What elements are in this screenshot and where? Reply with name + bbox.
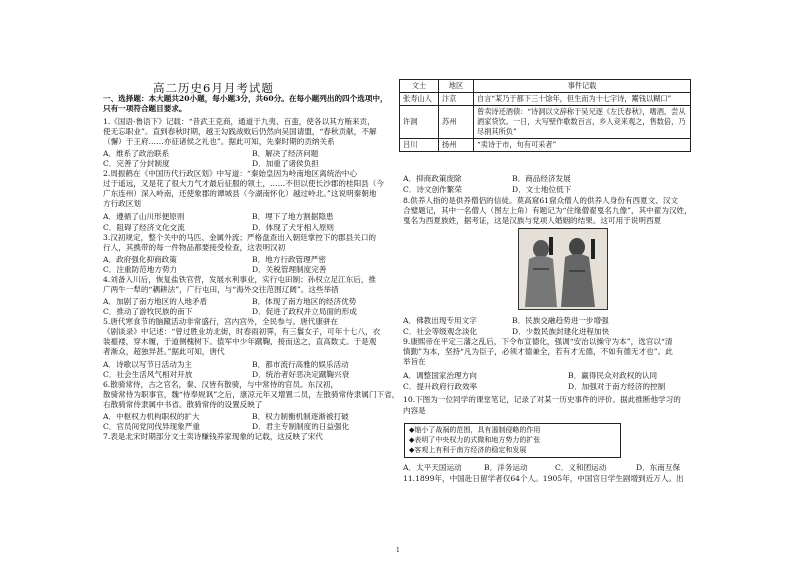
table-header: 地区 (439, 80, 474, 93)
q5-option-a: A．诗歌以写节日活动为主 (103, 360, 193, 369)
q4-option-b: B．体现了南方地区的经济优势 (252, 297, 357, 306)
table-row (400, 93, 691, 106)
q1-line1: 1.《国语·鲁语下》记载：“昔武王克商，通道于九夷、百蛮，使各以其方贿来贡， (103, 117, 375, 126)
q1-option-a: A．维系了政治联系 (103, 149, 170, 158)
q7-option-b: B．商品经济发展 (512, 174, 571, 183)
table-row (400, 106, 691, 139)
q9-option-b: B．赢得民众对政权的认同 (568, 371, 658, 380)
q8-line3: 戛名为西夏族姓，据考证，这是汉族与党项人婚姻的结果。这可用于说明西夏 (403, 216, 662, 225)
q2-line2: 过于遥远，又是花了很大力气才最后征服的领土，……不但以使长沙郡的桂阳县（今 (103, 179, 384, 188)
q11-line1: 11.1899年，中国赴日留学者仅64个人。1905年，中国官日学生剧增到近万人。出 (403, 474, 684, 483)
q4-option-c: C．推动了游牧民族的南下 (103, 307, 193, 316)
note-item: ◆缩小了战祸的范围，具有遏制侵略的作用 (409, 426, 541, 434)
q9-option-a: A．调整国家治理方向 (403, 371, 477, 380)
q7-option-c: C．诗文创作繁荣 (403, 185, 462, 194)
table-header: 文士 (400, 80, 439, 93)
q6-line2: 散骑常侍为职事官，魏“侍奉规讽”之后，康凉元年又增置二员，左散骑常侍隶属门下省， (103, 390, 400, 399)
mural-figures-illustration (519, 229, 607, 309)
mural-image (518, 228, 608, 310)
q10-option-d: D．东南互保 (636, 463, 681, 472)
q6-option-c: C．官员间党同伐异现象严重 (103, 422, 200, 431)
q9-line2: 慎勤”为本，坚持“凡为臣子，必须才德兼全，若有才无德，不如有德无才也”。此 (403, 347, 673, 356)
q9-line3: 举旨在 (403, 357, 426, 366)
q5-option-d: D．统治者好恶决定蹴鞠兴衰 (252, 370, 350, 379)
q8-option-d: D．少数民族封建化进程加快 (512, 327, 610, 336)
table-cell: 许洞 (400, 106, 439, 139)
q2-option-c: C．阻碍了经济文化交流 (103, 223, 185, 232)
q1-line3: （懈）于王府……亦征诸侯之礼也”。据此可知，先秦时期的贡纳关系 (103, 137, 335, 146)
q3-line1: 3.汉初规定，整个关中的马匹、金属外流；严格盘查出入朝廷掌控下的郡县关口的 (103, 233, 377, 242)
table-cell: 张寿山人 (400, 93, 439, 106)
q4-option-a: A．加剧了南方地区的人地矛盾 (103, 297, 208, 306)
q9-option-d: D．加强对于南方经济的控制 (568, 382, 666, 391)
q6-option-b: B．权力制衡机制逐渐被打破 (252, 412, 349, 421)
page-title: 高二历史6月月考试题 (153, 81, 274, 95)
q5-line1: 5.唐代寒食节的脑蹴活动非常盛行，宫内宫外，全民参与。唐代康骈在 (103, 317, 339, 326)
note-item: ◆客观上有利于南方经济的稳定和发展 (409, 446, 527, 454)
table-cell: 吕川 (400, 139, 439, 152)
q7-line1: 7.表是北宋时期部分文士卖诗赚钱养家现象的记载，这反映了宋代 (103, 432, 323, 441)
q5-line2: 《剧谈录》中记述：“曾过胜业坊北街，时春雨初霁，有三鬟女子，可年十七八，衣 (103, 327, 381, 336)
table-cell: 曾卖诗还酒债：“诗洞以文辞称于吴兄逐《左氏春秋》，嗜酒，尝从酒家贷饮。一日，大写壁作歌数百言，乡人竞来观之，售数倍，乃尽捐其所负” (474, 106, 691, 139)
q3-line2: 行人，其携带的每一件物品都要接受检查，这表明汉初 (103, 243, 286, 252)
q2-line4: 方行政区划 (103, 199, 141, 208)
q2-option-d: D．体现了犬牙相入原则 (252, 223, 335, 232)
q1-option-b: B．解决了经济问题 (252, 149, 319, 158)
q2-option-a: A．遵循了山川形便原则 (103, 212, 185, 221)
q1-option-c: C．完善了分封制度 (103, 159, 170, 168)
q7-option-a: A．抑商政策废除 (403, 174, 462, 183)
q10-option-c: C．义和团运动 (555, 463, 607, 472)
table-cell: 自言“某乃于都下三十馀年，但生而为十七字诗，鬻钱以糊口” (474, 93, 691, 106)
q5-option-c: C．社会生活风气相对开放 (103, 370, 193, 379)
q2-option-b: B．埋下了地方割据隐患 (252, 212, 334, 221)
q3-option-b: B．地方行政管理严密 (252, 255, 326, 264)
q3-option-c: C．注重防范地方势力 (103, 265, 178, 274)
q5-line4: 者渐众，超独异甚。”据此可知，唐代 (103, 347, 225, 356)
q8-option-b: B．民族交融趋势进一步增强 (512, 316, 609, 325)
table-cell: 扬州 (439, 139, 474, 152)
q6-option-a: A．中枢权力机构职权的扩大 (103, 412, 200, 421)
q1-option-d: D．加重了诸侯负担 (252, 159, 319, 168)
q4-line2: 广两牛一犁的“耦耕法”，广行屯田，与“海外交往范围辽阔”。这些举措 (103, 285, 339, 294)
scholar-table (399, 79, 691, 152)
q9-option-c: C．提升政府行政效率 (403, 382, 478, 391)
table-header: 事件记载 (474, 80, 691, 93)
q3-option-a: A．政府强化抑商政策 (103, 255, 177, 264)
q9-line1: 9.康熙帝在平定三藩之乱后，下令布宣德化，强调“安治以操守为本”，选官以“清 (403, 337, 673, 346)
q8-line1: 8.供养人指的是供养僧侣的信徒。莫高窟61窟众僧人的供养人身份有西夏文、汉文 (403, 196, 679, 205)
q3-option-d: D．关税管理制度完善 (252, 265, 327, 274)
page-number: 1 (396, 547, 400, 554)
q8-line2: 合璧题记，其中一名僧人（图左上角）有题记为“住缘僧翟戛名九像”，其中翟为汉姓， (403, 206, 692, 215)
q1-line2: 使无忘职业”。直到春秋时期，越王勾践战败后仍然向吴国请盟，“春秋贡献，不解 (103, 127, 377, 136)
class-notes-box (404, 423, 621, 458)
q10-line1: 10.下图为一位同学的课堂笔记，记录了对某一历史事件的评价。据此推断他学习的 (403, 395, 681, 404)
table-header-row (400, 80, 691, 93)
section-heading: 一、选择题：本大题共20小题，每小题3分，共60分。在每小题列出的四个选项中，只有一项符合题目要求。 (103, 94, 388, 113)
q6-option-d: D．君主专制制度的日益强化 (252, 422, 350, 431)
table-cell: “卖诗于市，句有可采者” (474, 139, 691, 152)
q8-option-a: A．佛教出现专用文字 (403, 316, 477, 325)
q4-line1: 4.刘备入川后，恢复盐铁官营，发展水利事业，实行屯田制；孙权立足江东后，推 (103, 275, 377, 284)
q5-line3: 装褴褛，穿木履，于道侧槐树下。值军中少年蹴鞠，接而送之，直高数丈。于是观 (103, 337, 377, 346)
q7-option-d: D．文士地位低下 (512, 185, 572, 194)
table-cell: 苏州 (439, 106, 474, 139)
q8-option-c: C．社会等级观念淡化 (403, 327, 478, 336)
table-row (400, 139, 691, 152)
q6-line3: 右散骑常侍隶属中书省。散骑常侍的设置反映了 (103, 400, 263, 409)
q10-option-a: A．太平天国运动 (403, 463, 462, 472)
note-item: ◆表明了中央权力的式微和地方势力的扩张 (409, 436, 541, 444)
q10-line2: 内容是 (403, 406, 426, 415)
q10-option-b: B．洋务运动 (484, 463, 528, 472)
q2-line1: 2.周振鹤在《中国历代行政区划》中写道：“秦始皇因为岭南地区离统治中心 (103, 169, 358, 178)
q2-line3: 广东连州）深入岭南，还使象郡的谭城县（今湖南怀化）越过岭北。”这说明秦朝地 (103, 189, 377, 198)
q5-option-b: B．都市流行高雅的娱乐活动 (252, 360, 349, 369)
q6-line1: 6.散骑常侍，古之官名，秦、汉皆有散骑，与中常侍的官员。东汉初， (103, 380, 339, 389)
table-cell: 汴京 (439, 93, 474, 106)
q4-option-d: D．促进了政权并立局面的形成 (252, 307, 357, 316)
